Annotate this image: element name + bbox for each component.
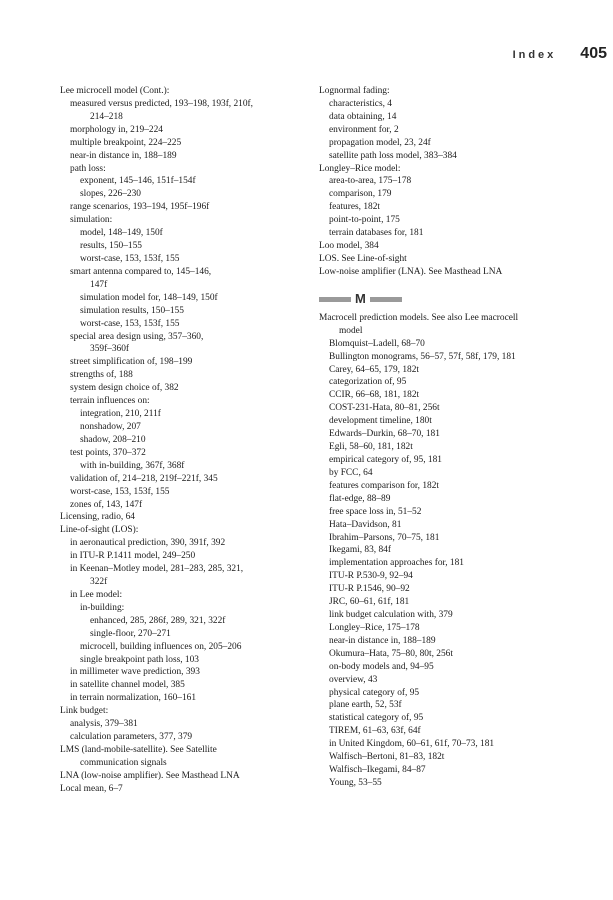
index-entry: single-floor, 270–271	[90, 628, 171, 639]
index-entry: in aeronautical prediction, 390, 391f, 392	[70, 538, 226, 549]
index-entry: COST-231-Hata, 80–81, 256t	[329, 403, 440, 414]
index-entry: implementation approaches for, 181	[329, 558, 464, 569]
index-entry: nonshadow, 207	[80, 421, 141, 432]
index-entry: street simplification of, 198–199	[70, 357, 193, 368]
index-entry: Okumura–Hata, 75–80, 80t, 256t	[329, 648, 453, 659]
index-entry: Edwards–Durkin, 68–70, 181	[329, 429, 440, 440]
index-entry: Low-noise amplifier (LNA). See Masthead LNA	[319, 266, 503, 277]
index-entry: Carey, 64–65, 179, 182t	[329, 364, 420, 375]
index-entry: in United Kingdom, 60–61, 61f, 70–73, 181	[329, 739, 495, 750]
index-entry: 322f	[90, 577, 108, 588]
index-entry: test points, 370–372	[70, 447, 146, 458]
page-number: 405	[580, 45, 607, 62]
index-entry: 214–218	[90, 111, 123, 122]
index-entry: Ibrahim–Parsons, 70–75, 181	[329, 532, 440, 543]
index-entry: empirical category of, 95, 181	[329, 454, 442, 465]
index-column-left	[60, 85, 298, 796]
index-entry: propagation model, 23, 24f	[329, 137, 431, 148]
index-entry: in ITU-R P.1411 model, 249–250	[70, 551, 196, 562]
index-entry: Lee microcell model (Cont.):	[60, 86, 170, 96]
index-entry: morphology in, 219–224	[70, 124, 163, 135]
index-entry: measured versus predicted, 193–198, 193f, 210f,	[70, 98, 254, 109]
index-entry: communication signals	[80, 757, 167, 768]
index-entry: 147f	[90, 279, 108, 290]
index-entry: CCIR, 66–68, 181, 182t	[329, 390, 420, 401]
index-entry: terrain databases for, 181	[329, 228, 424, 239]
running-head	[513, 45, 607, 63]
index-entry: on-body models and, 94–95	[329, 661, 434, 672]
index-entry: environment for, 2	[329, 124, 399, 135]
index-entry: model	[339, 325, 363, 336]
index-entry: by FCC, 64	[329, 467, 373, 478]
index-entry: Hata–Davidson, 81	[329, 519, 402, 530]
index-entry: Young, 53–55	[329, 778, 382, 789]
index-entries-m	[319, 312, 599, 790]
index-entry: integration, 210, 211f	[80, 409, 161, 420]
index-entry: in millimeter wave prediction, 393	[70, 667, 200, 678]
index-entry: free space loss in, 51–52	[329, 506, 422, 517]
index-entry: simulation model for, 148–149, 150f	[80, 292, 218, 303]
index-entry: Loo model, 384	[319, 241, 379, 252]
index-entry: path loss:	[70, 163, 106, 174]
running-head-label: Index	[512, 49, 557, 61]
index-entry: in-building:	[80, 602, 125, 613]
index-entry: statistical category of, 95	[329, 713, 424, 724]
index-entry: in Lee model:	[70, 589, 123, 600]
index-entry: range scenarios, 193–194, 195f–196f	[70, 202, 210, 213]
index-entry: plane earth, 52, 53f	[329, 700, 402, 711]
index-entry: physical category of, 95	[329, 687, 420, 698]
index-entry: development timeline, 180t	[329, 416, 432, 427]
index-entry: Local mean, 6–7	[60, 783, 123, 794]
index-entry: with in-building, 367f, 368f	[80, 460, 185, 471]
index-entry: Bullington monograms, 56–57, 57f, 58f, 179, 181	[329, 351, 516, 362]
index-entry: results, 150–155	[80, 241, 142, 252]
index-entry: microcell, building influences on, 205–206	[80, 641, 242, 652]
index-entry: Longley–Rice model:	[319, 163, 401, 174]
index-entry: LMS (land-mobile-satellite). See Satellite	[60, 745, 217, 756]
index-entry: slopes, 226–230	[80, 189, 141, 200]
index-entry: near-in distance in, 188–189	[329, 635, 436, 646]
index-entry: Longley–Rice, 175–178	[329, 622, 420, 633]
section-rule-left	[319, 297, 351, 302]
index-entry: worst-case, 153, 153f, 155	[80, 318, 180, 329]
index-entry: categorization of, 95	[329, 377, 407, 388]
index-entry: overview, 43	[329, 674, 378, 685]
index-entry: area-to-area, 175–178	[329, 176, 412, 187]
index-entry: analysis, 379–381	[70, 719, 138, 730]
index-entry: near-in distance in, 188–189	[70, 150, 177, 161]
index-entry: in Keenan–Motley model, 281–283, 285, 321,	[70, 564, 244, 575]
index-entry: comparison, 179	[329, 189, 392, 200]
index-entry: validation of, 214–218, 219f–221f, 345	[70, 473, 218, 484]
index-entry: Walfisch–Bertoni, 81–83, 182t	[329, 752, 445, 763]
index-entry: in satellite channel model, 385	[70, 680, 185, 691]
section-letter: M	[355, 290, 366, 306]
index-entry: zones of, 143, 147f	[70, 499, 143, 510]
index-entry: enhanced, 285, 286f, 289, 321, 322f	[90, 615, 226, 626]
index-entry: calculation parameters, 377, 379	[70, 732, 193, 743]
index-entry: simulation results, 150–155	[80, 305, 184, 316]
index-entry: exponent, 145–146, 151f–154f	[80, 176, 196, 187]
index-entry: data obtaining, 14	[329, 111, 397, 122]
index-entry: Ikegami, 83, 84f	[329, 545, 391, 556]
index-entry: terrain influences on:	[70, 396, 150, 407]
index-entry: LNA (low-noise amplifier). See Masthead LNA	[60, 770, 240, 781]
index-entry: Licensing, radio, 64	[60, 512, 135, 523]
index-entry: model, 148–149, 150f	[80, 228, 163, 239]
index-entry: Walfisch–Ikegami, 84–87	[329, 765, 426, 776]
index-entry: smart antenna compared to, 145–146,	[70, 266, 212, 277]
index-entry: special area design using, 357–360,	[70, 331, 204, 342]
index-entry: multiple breakpoint, 224–225	[70, 137, 182, 148]
index-entry: JRC, 60–61, 61f, 181	[329, 597, 410, 608]
index-entry: ITU-R P.530-9, 92–94	[329, 571, 413, 582]
index-entry: Link budget:	[60, 706, 109, 717]
index-entry: point-to-point, 175	[329, 215, 400, 226]
index-entry: TIREM, 61–63, 63f, 64f	[329, 726, 421, 737]
index-entries-l	[319, 85, 599, 279]
index-entry: simulation:	[70, 215, 113, 226]
index-entry: shadow, 208–210	[80, 434, 146, 445]
index-entry: features, 182t	[329, 202, 381, 213]
index-entry: Blomquist–Ladell, 68–70	[329, 338, 425, 349]
index-entry: worst-case, 153, 153f, 155	[80, 253, 180, 264]
index-entry: link budget calculation with, 379	[329, 610, 453, 621]
index-entry: satellite path loss model, 383–384	[329, 150, 457, 161]
index-entry: strengths of, 188	[70, 370, 133, 381]
index-entry: single breakpoint path loss, 103	[80, 654, 199, 665]
index-entry: system design choice of, 382	[70, 383, 179, 394]
index-column-right	[319, 85, 599, 790]
index-entry: in terrain normalization, 160–161	[70, 693, 197, 704]
index-entry: flat-edge, 88–89	[329, 493, 391, 504]
index-entry: Line-of-sight (LOS):	[60, 525, 139, 536]
index-entry: Macrocell prediction models. See also Lee macrocell	[319, 312, 519, 323]
section-rule-right	[370, 297, 402, 302]
index-entry: features comparison for, 182t	[329, 480, 440, 491]
index-entry: worst-case, 153, 153f, 155	[70, 486, 170, 497]
section-heading-m	[319, 290, 599, 309]
index-entry: Egli, 58–60, 181, 182t	[329, 442, 413, 453]
index-entry: 359f–360f	[90, 344, 130, 355]
index-entry: Lognormal fading:	[319, 86, 390, 96]
index-entry: ITU-R P.1546, 90–92	[329, 584, 410, 595]
index-entry: LOS. See Line-of-sight	[319, 253, 407, 264]
index-entry: characteristics, 4	[329, 98, 392, 109]
